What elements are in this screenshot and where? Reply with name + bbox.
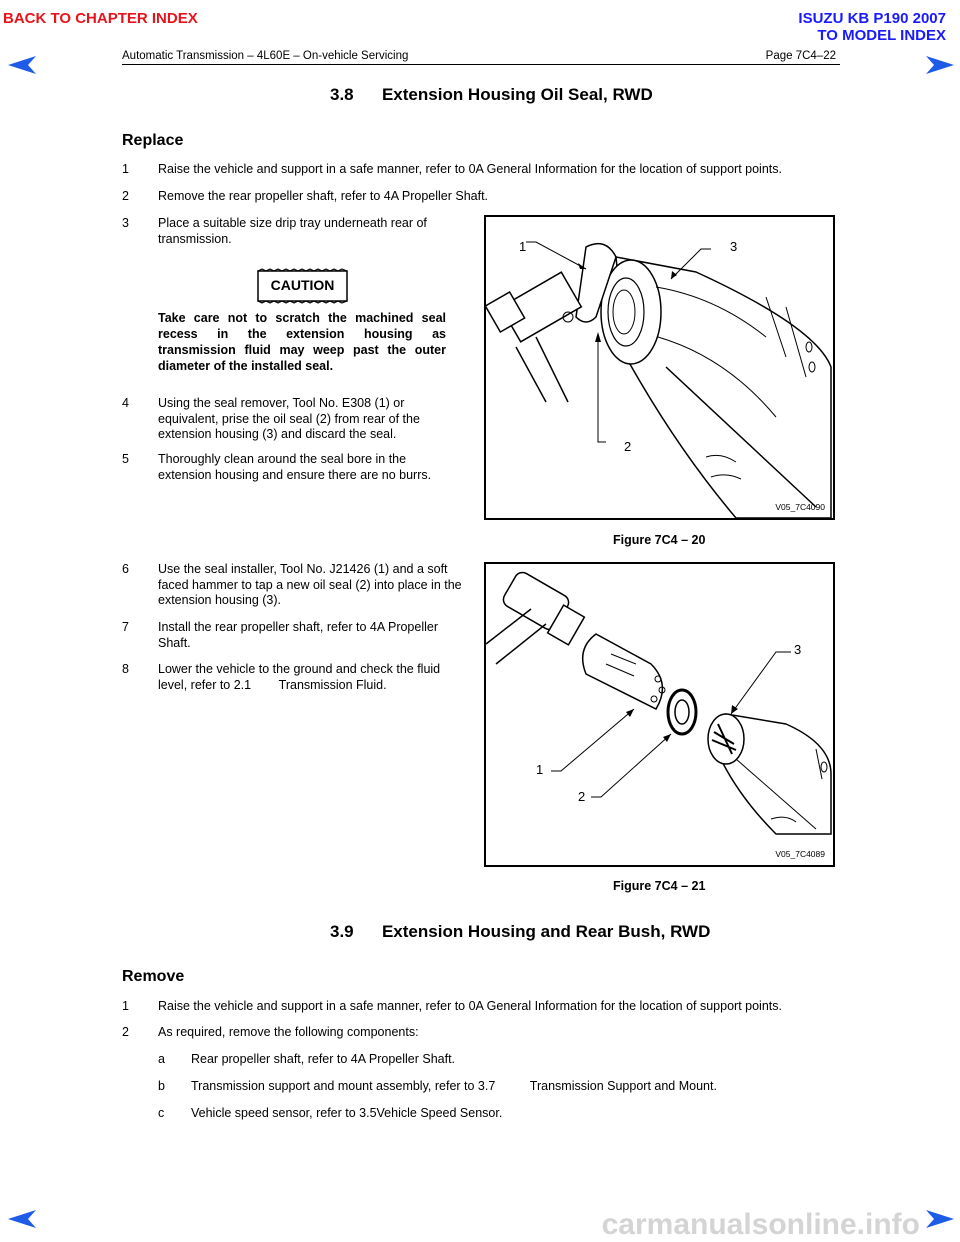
callout-3: 3 [730, 239, 738, 254]
model-title[interactable]: ISUZU KB P190 2007 [798, 10, 946, 27]
header-left: Automatic Transmission – 4L60E – On-vehicle Servicing [122, 50, 409, 62]
to-model-index[interactable]: TO MODEL INDEX [817, 27, 946, 44]
figure-7c4-20 [484, 215, 835, 520]
figure-20-caption: Figure 7C4 – 20 [613, 533, 706, 547]
callout-2: 2 [578, 789, 586, 804]
callout-2: 2 [624, 439, 632, 454]
callout-1: 1 [536, 762, 544, 777]
caution-text: Take care not to scratch the machined seal recess in the extension housing as transmission fluid may weep past the outer diameter of the installed seal. [158, 311, 446, 373]
prev-page-icon[interactable] [8, 56, 38, 74]
back-to-chapter-link[interactable]: BACK TO CHAPTER INDEX [3, 10, 198, 27]
figure-code: V05_7C4090 [775, 502, 825, 512]
watermark: carmanualsonline.info [601, 1208, 920, 1241]
header-page-number: Page 7C4–22 [765, 50, 836, 62]
next-page-bottom-icon[interactable] [924, 1210, 954, 1228]
seal-remover-illustration [486, 217, 833, 518]
header-rule [122, 64, 840, 65]
section-3-8-title: 3.8 Extension Housing Oil Seal, RWD [330, 85, 653, 104]
replace-heading: Replace [122, 132, 184, 149]
remove-heading: Remove [122, 968, 185, 985]
section-3-9-title: 3.9 Extension Housing and Rear Bush, RWD [330, 922, 711, 941]
figure-7c4-21 [484, 562, 835, 867]
seal-installer-illustration [486, 564, 833, 865]
figure-21-caption: Figure 7C4 – 21 [613, 879, 706, 893]
callout-1: 1 [519, 239, 527, 254]
figure-code: V05_7C4089 [775, 849, 825, 859]
next-page-icon[interactable] [924, 56, 954, 74]
callout-3: 3 [794, 642, 802, 657]
caution-label: CAUTION [270, 277, 335, 293]
prev-page-bottom-icon[interactable] [8, 1210, 38, 1228]
model-index-link[interactable] [798, 10, 946, 44]
caution-badge [255, 268, 350, 304]
